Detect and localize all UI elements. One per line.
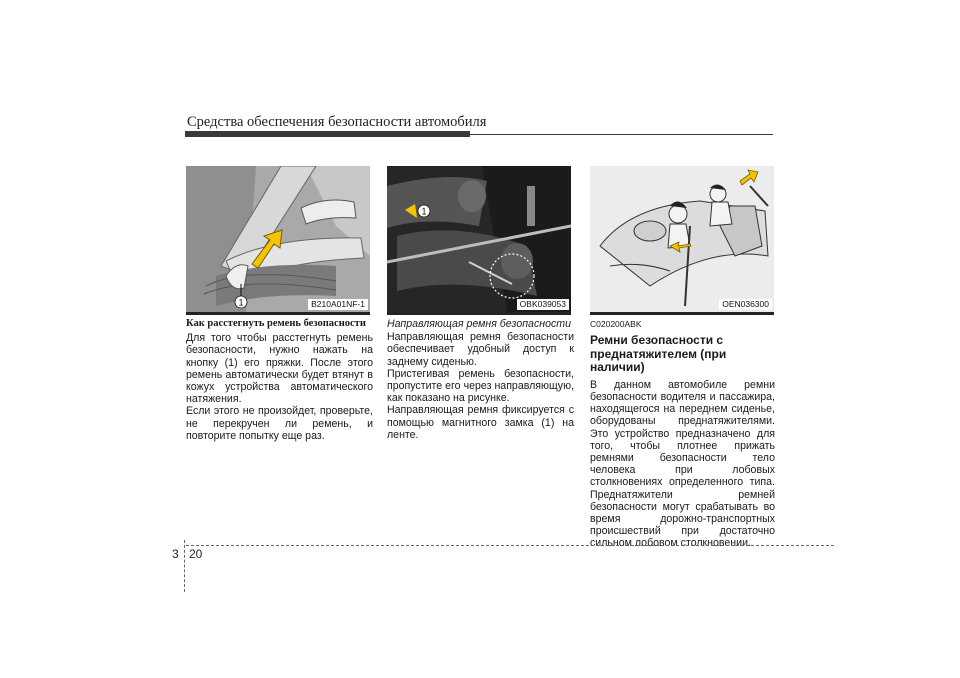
column-pretensioner <box>590 318 775 550</box>
body-paragraph: В данном автомобиле ремни безопасности водителя и пассажира, находящегося на переднем сиденье, оборудованы преднатяжителями. Это устройство предназначено для того, чтобы плотнее прижать ремнями безопасности тело человека при лобовых столкновениях определенного типа. Преднатяжители ремней безопасности могут срабатывать во время дорожно-транспортных происшествий при достаточно сильном лобовом столкновении. <box>590 378 775 550</box>
column-belt-release <box>186 318 373 442</box>
footer-divider-vertical <box>184 540 185 592</box>
page-header-title: Средства обеспечения безопасности автомобиля <box>187 114 487 130</box>
header-rule-thin <box>470 134 773 135</box>
body-paragraph: Направляющая ремня безопасности обеспечивает удобный доступ к заднему сиденью. <box>387 331 574 368</box>
column-belt-guide <box>387 318 574 441</box>
callout-1-label: 1 <box>238 297 244 308</box>
chapter-number: 3 <box>172 547 179 561</box>
figure-belt-guide <box>387 166 571 315</box>
section-heading: Направляющая ремня безопасности <box>387 318 571 330</box>
figure-code: OEN036300 <box>719 299 772 310</box>
footer-divider-horizontal <box>186 545 834 546</box>
body-paragraph: Для того чтобы расстегнуть ремень безопасности, нужно нажать на кнопку (1) его пряжки. После этого ремень автоматически будет втянут в кожух устройства автоматического натяжения. <box>186 332 373 406</box>
figure-buckle-release <box>186 166 370 315</box>
belt-guide-illustration <box>387 166 571 312</box>
figure-code: B210A01NF-1 <box>308 299 368 310</box>
section-heading: Ремни безопасности с преднатяжителем (при наличии) <box>590 333 727 375</box>
body-paragraph: Направляющая ремня фиксируется с помощью магнитного замка (1) на ленте. <box>387 404 574 441</box>
section-code: C020200ABK <box>590 319 642 329</box>
page-number: 20 <box>189 547 203 561</box>
pretensioner-illustration <box>590 166 774 312</box>
header-rule-thick <box>185 131 470 137</box>
figure-pretensioner <box>590 166 774 315</box>
body-paragraph: Если этого не произойдет, проверьте, не перекручен ли ремень, и повторите попытку еще раз. <box>186 405 373 442</box>
figure-code: OBK039053 <box>517 299 569 310</box>
buckle-release-illustration <box>186 166 370 312</box>
callout-1-label: 1 <box>421 206 427 217</box>
body-paragraph: Пристегивая ремень безопасности, пропустите его через направляющую, как показано на рисунке. <box>387 367 574 405</box>
section-heading: Как расстегнуть ремень безопасности <box>186 318 366 329</box>
